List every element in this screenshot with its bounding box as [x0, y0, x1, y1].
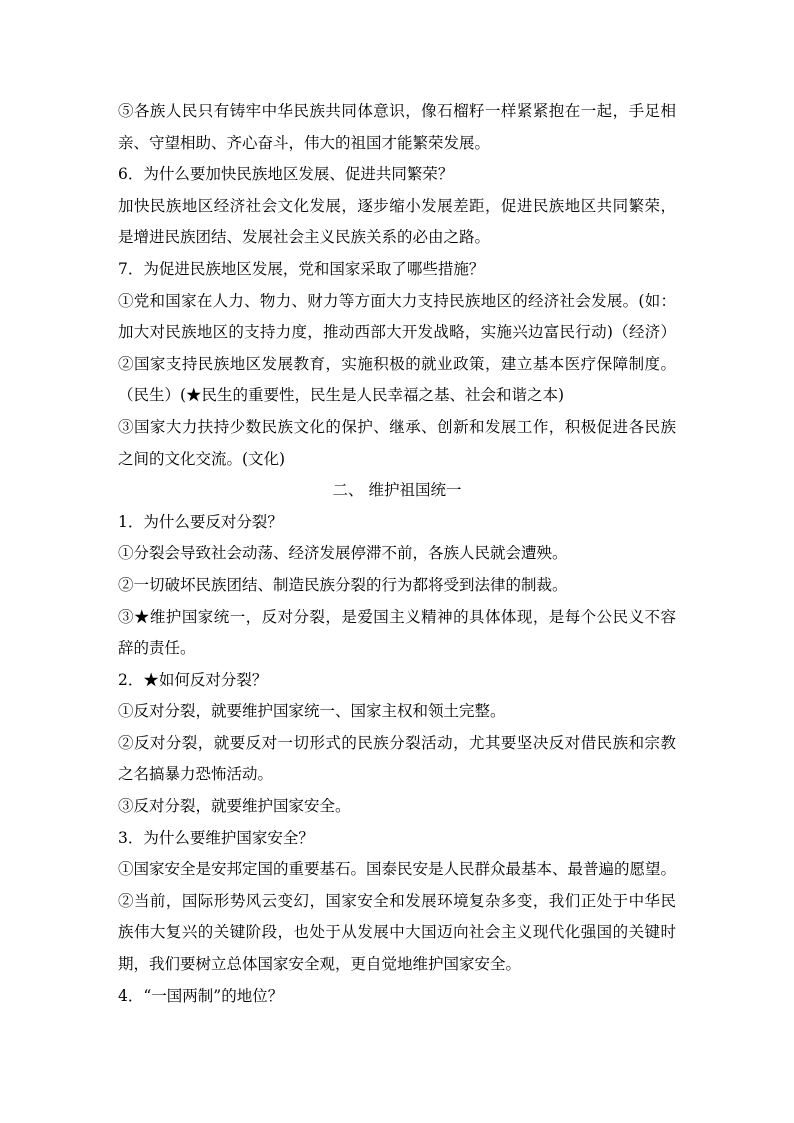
text-line: （民生）(★民生的重要性，民生是人民幸福之基、社会和谐之本)	[118, 386, 565, 405]
text-line: ①反对分裂，就要维护国家统一、国家主权和领土完整。	[118, 702, 506, 721]
text-line: 亲、守望相助、齐心奋斗，伟大的祖国才能繁荣发展。	[118, 133, 491, 152]
text-line: 辞的责任。	[118, 639, 196, 658]
text-line: ①国家安全是安邦定国的重要基石。国泰民安是人民群众最基本、最普遍的愿望。	[118, 860, 676, 879]
text-line: 是增进民族团结、发展社会主义民族关系的必由之路。	[118, 228, 491, 247]
text-line: ③国家大力扶持少数民族文化的保护、继承、创新和发展工作，积极促进各民族	[118, 417, 676, 436]
text-line: ⑤各族人民只有铸牢中华民族共同体意识，像石榴籽一样紧紧抱在一起，手足相	[118, 102, 676, 120]
text-line: ②国家支持民族地区发展教育，实施积极的就业政策，建立基本医疗保障制度。	[118, 354, 676, 373]
text-line: ②反对分裂，就要反对一切形式的民族分裂活动，尤其要坚决反对借民族和宗教	[118, 733, 676, 752]
text-line: 加大对民族地区的支持力度，推动西部大开发战略，实施兴边富民行动)（经济）	[118, 323, 676, 342]
question-heading: 3．为什么要维护国家安全？	[118, 828, 314, 847]
question-heading: 1．为什么要反对分裂？	[118, 512, 283, 531]
question-heading: 4．“一国两制”的地位？	[118, 986, 284, 1005]
text-line: 加快民族地区经济社会文化发展，逐步缩小发展差距，促进民族地区共同繁荣，	[118, 196, 676, 215]
text-line: 期，我们要树立总体国家安全观，更自觉地维护国家安全。	[118, 955, 522, 974]
question-heading: 6．为什么要加快民族地区发展、促进共同繁荣？	[118, 165, 454, 184]
text-line: 族伟大复兴的关键阶段，也处于从发展中大国迈向社会主义现代化强国的关键时	[118, 923, 676, 942]
text-line: ②一切破坏民族团结、制造民族分裂的行为都将受到法律的制裁。	[118, 575, 568, 594]
text-line: 之名搞暴力恐怖活动。	[118, 765, 274, 784]
text-line: 之间的文化交流。(文化)	[118, 449, 286, 468]
text-line: ①分裂会导致社会动荡、经济发展停滞不前，各族人民就会遭殃。	[118, 544, 568, 563]
text-line: ③反对分裂，就要维护国家安全。	[118, 797, 351, 816]
text-line: ③★维护国家统一，反对分裂，是爱国主义精神的具体体现，是每个公民义不容	[118, 607, 676, 626]
question-heading: 7．为促进民族地区发展，党和国家采取了哪些措施？	[118, 259, 485, 278]
section-heading: 二、 维护祖国统一	[332, 481, 462, 500]
text-line: ①党和国家在人力、物力、财力等方面大力支持民族地区的经济社会发展。(如：	[118, 291, 676, 310]
text-line: ②当前，国际形势风云变幻，国家安全和发展环境复杂多变，我们正处于中华民	[118, 891, 676, 910]
question-heading: 2．★如何反对分裂？	[118, 670, 268, 689]
